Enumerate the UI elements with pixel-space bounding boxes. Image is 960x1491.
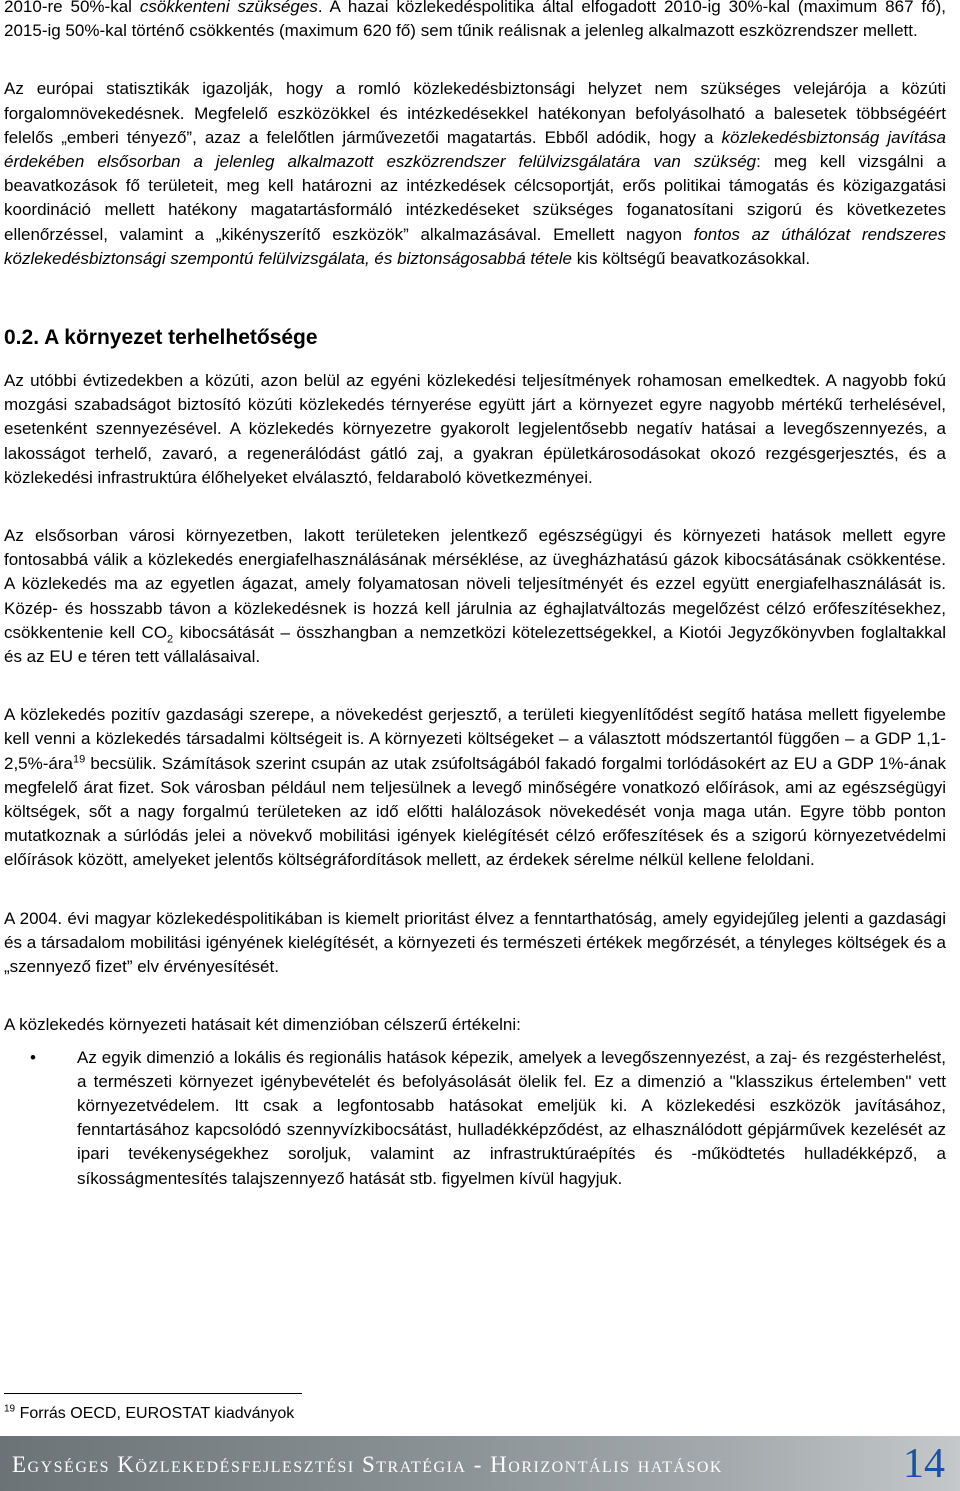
footnote-reference: 19 bbox=[72, 753, 86, 766]
emphasis: csökkenteni szükséges bbox=[139, 0, 318, 16]
emphasis: fontos az úthálózat rendszeres közlekedésbiztonsági szempontú felülvizsgálata, és biztonságosabbá tétele bbox=[4, 224, 947, 268]
footnote: $^{19}$ Forrás OECD, EUROSTAT kiadványok bbox=[4, 1403, 295, 1422]
paragraph-7: A közlekedés környezeti hatásait két dimenzióban célszerű értékelni: bbox=[4, 1015, 521, 1035]
paragraph-4: Az elsősorban városi környezetben, lakott területeken jelentkező egészségügyi és környezeti hatások mellett egyre fontosabbá válik a közlekedés energiafelhasználásának mérséklése, az üvegházhatású gázok kibocsátásának csökkentése. A közlekedés ma az egyetlen ágazat, amely folyamatosan növeli teljesítményét és ezzel együtt energiafelhasználását is. Közép- és hosszabb távon a közlekedésnek is hozzá kell járulnia az éghajlatváltozás megelőzést célzó erőfeszítésekhez, csökkentenie kell $CO_2$ kibocsátását – összhangban a nemzetközi kötelezettségekkel, a Kiotói Jegyzőkönyvben foglaltakkal és az EU e téren tett vállalásaival. bbox=[4, 526, 946, 667]
page-number: 14 bbox=[903, 1441, 945, 1487]
bullet-item: • Az egyik dimenzió a lokális és regionális hatások képezik, amelyek a levegőszennyezést, a zaj- és rezgésterhelést, a természeti környezet igénybevételét és befolyásolását ölelik fel. Ez a dimenzió a "klasszikus értelemben" vett környezetvédelem. Itt csak a legfontosabb hatásokat emeljük ki. A közlekedési eszközök javításához, fenntartásához kapcsolódó szennyvízkibocsátást, hulladékképződést, az elhasználódott gépjárművek kezelését az ipari tevékenységekhez soroljuk, valamint az infrastruktúraépítés és -működtetés hulladékképző, a síkosságmentesítés talajszennyező hatását stb. figyelmen kívül hagyjuk. bbox=[4, 1046, 946, 1191]
footnote-separator bbox=[4, 1393, 302, 1394]
emphasis: közlekedésbiztonság javítása érdekében elsősorban a jelenleg alkalmazott eszközrendszer felülvizsgálatára van szükség bbox=[4, 127, 946, 172]
bullet-list bbox=[4, 1046, 946, 1191]
footnote-number: 19 bbox=[4, 1403, 16, 1415]
subscript: 2 bbox=[167, 633, 174, 646]
body-text bbox=[4, 0, 946, 1191]
paragraph-6: A 2004. évi magyar közlekedéspolitikában is kiemelt prioritást élvez a fenntarthatóság, amely egyidejűleg jelenti a gazdasági és a társadalom mobilitási igényének kielégítését, a környezeti és természeti értékek megőrzését, a tényleges költségek és a „szennyező fizet” elv érvényesítését. bbox=[4, 908, 946, 977]
footer-title: Egységes Közlekedésfejlesztési Stratégia - Horizontális hatások bbox=[12, 1452, 723, 1477]
page-footer bbox=[0, 1436, 960, 1491]
paragraph-3: Az utóbbi évtizedekben a közúti, azon belül az egyéni közlekedési teljesítmények rohamosan emelkedtek. A nagyobb fokú mozgási szabadságot biztosító közúti közlekedés térnyerése együtt járt a környezet egyre nagyobb mértékű terhelésével, esetenként szennyezésével. A közlekedés környezetre gyakorolt legjelentősebb negatív hatásai a levegőszennyezés, a lakosságot terhelő, zavaró, a regenerálódást gátló zaj, a gyakran épületkárosodásokat okozó rezgésgerjesztés, és a közlekedési infrastruktúra élőhelyeket elválasztó, feldaraboló következményei. bbox=[4, 371, 946, 487]
paragraph-2: Az európai statisztikák igazolják, hogy a romló közlekedésbiztonsági helyzet nem szükséges velejárója a közúti forgalomnövekedésnek. Megfelelő eszközökkel és intézkedésekkel hatékonyan befolyásolható a balesetek többségéért felelős „emberi tényező”, azaz a felelőtlen járművezetői magatartás. Ebből adódik, hogy a közlekedésbiztonság javítása érdekében elsősorban a jelenleg alkalmazott eszközrendszer felülvizsgálatára van szükség: meg kell vizsgálni a beavatkozások fő területeit, meg kell határozni az intézkedések célcsoportját, erős politikai támogatás és közigazgatási koordináció mellett hatékony magatartásformáló intézkedéseket szükséges foganatosítani szigorú és következetes ellenőrzéssel, valamint a „kikényszerítő eszközök” alkalmazásával. Emellett nagyon fontos az úthálózat rendszeres közlekedésbiztonsági szempontú felülvizsgálata, és biztonságosabbá tétele kis költségű beavatkozásokkal. bbox=[4, 79, 947, 268]
paragraph-1: 2010-re 50%-kal csökkenteni szükséges. A hazai közlekedéspolitika által elfogadott 2010-ig 30%-kal (maximum 867 fő), 2015-ig 50%-kal történő csökkentés (maximum 620 fő) sem tűnik reálisnak a jelenleg alkalmazott eszközrendszer mellett. bbox=[4, 0, 946, 43]
section-heading: 0.2. A környezet terhelhetősége bbox=[4, 326, 318, 350]
paragraph-5: A közlekedés pozitív gazdasági szerepe, a növekedést gerjesztő, a területi kiegyenlítődést segítő hatása mellett figyelembe kell venni a közlekedés társadalmi költségeit is. A környezeti költségeket – a választott módszertantól függően – a GDP 1,1-2,5%-ára$^{19}$ becsülik. Számítások szerint csupán az utak zsúfoltságából fakadó forgalmi torlódásokért az EU a GDP 1%-ának megfelelő árat fizet. Sok városban például nem teljesülnek a levegő minőségére vonatkozó előírások, ami az egészségügyi költségek, sőt a nagy forgalmú területeken az idő előtti halálozások növekedését vonja maga után. Egyre több ponton mutatkoznak a súrlódás jelei a növekvő mobilitási igények kielégítését célzó erőfeszítések és a szigorú környezetvédelmi előírások között, amelyeket jelentős költségráfordítások mellett, az érdekek sérelme nélkül kellene feloldani. bbox=[4, 705, 946, 870]
